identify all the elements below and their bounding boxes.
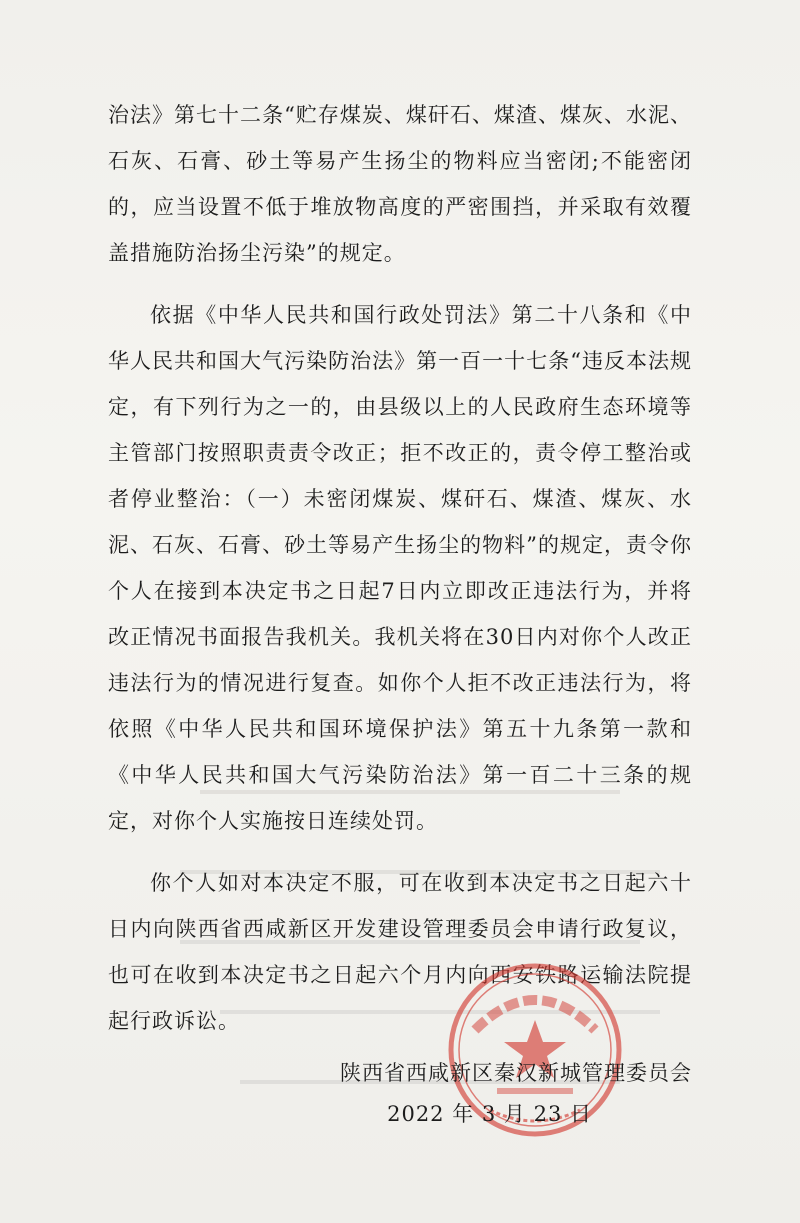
paragraph-legal-basis: 治法》第七十二条“贮存煤炭、煤矸石、煤渣、煤灰、水泥、石灰、石膏、砂土等易产生扬尘的物料应当密闭;不能密闭的，应当设置不低于堆放物高度的严密围挡，并采取有效覆盖措施防治扬尘污染”的规定。 (108, 103, 692, 265)
issuing-authority: 陕西省西咸新区秦汉新城管理委员会 (340, 1061, 692, 1085)
document-body (108, 92, 692, 1044)
paragraph-appeal-rights: 你个人如对本决定不服，可在收到本决定书之日起六十日内向陕西省西咸新区开发建设管理委员会申请行政复议，也可在收到本决定书之日起六个月内向西安铁路运输法院提起行政诉讼。 (108, 871, 692, 1033)
paragraph-decision: 依据《中华人民共和国行政处罚法》第二十八条和《中华人民共和国大气污染防治法》第一百一十七条“违反本法规定，有下列行为之一的，由县级以上的人民政府生态环境等主管部门按照职责责令改正；拒不改正的，责令停工整治或者停业整治：（一）未密闭煤炭、煤矸石、煤渣、煤灰、水泥、石灰、石膏、砂土等易产生扬尘的物料”的规定，责令你个人在接到本决定书之日起7日内立即改正违法行为，并将改正情况书面报告我机关。我机关将在30日内对你个人改正违法行为的情况进行复查。如你个人拒不改正违法行为，将依照《中华人民共和国环境保护法》第五十九条第一款和《中华人民共和国大气污染防治法》第一百二十三条的规定，对你个人实施按日连续处罚。 (108, 303, 692, 833)
issue-date: 2022 年 3 月 23 日 (387, 1102, 592, 1126)
